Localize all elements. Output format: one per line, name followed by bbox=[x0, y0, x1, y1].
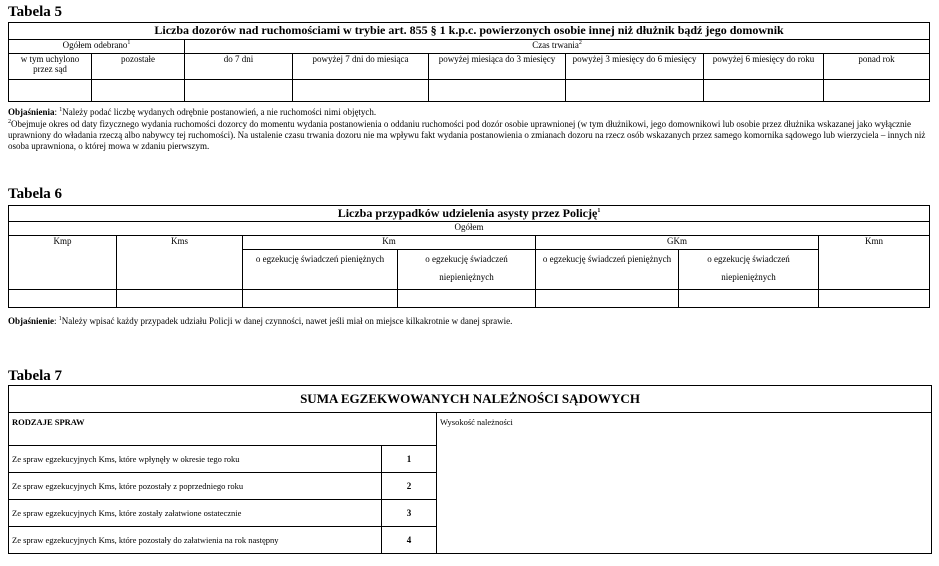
tabela5-input-cell[interactable] bbox=[704, 80, 824, 102]
tabela5-input-cell[interactable] bbox=[185, 80, 293, 102]
tabela6-heading: Tabela 6 bbox=[8, 186, 63, 202]
tabela6-sub-km-pieniezne: o egzekucję świadczeń pieniężnych bbox=[243, 250, 398, 290]
tabela7-col-rodzaje: RODZAJE SPRAW bbox=[9, 413, 437, 446]
tabela6-input-cell[interactable] bbox=[398, 290, 536, 308]
tabela5-col-do-7-dni: do 7 dni bbox=[185, 54, 293, 80]
tabela5-col-do-roku: powyżej 6 miesięcy do roku bbox=[704, 54, 824, 80]
tabela5-note1: Objaśnienia: $^1$Należy podać liczbę wydanych odrębnie postanowień, a nie ruchomości nimi objętych. bbox=[8, 107, 377, 117]
tabela5-input-cell[interactable] bbox=[92, 80, 185, 102]
tabela7-row-num: 1 bbox=[382, 446, 437, 473]
tabela6-col-gkm: GKm bbox=[536, 236, 819, 250]
tabela5-col-uchylono: w tym uchylono przez sąd bbox=[9, 54, 92, 80]
tabela5-input-cell[interactable] bbox=[824, 80, 930, 102]
tabela6-sub-km-niepieniezne: o egzekucję świadczeń niepieniężnych bbox=[398, 250, 536, 290]
tabela5-heading: Tabela 5 bbox=[8, 4, 63, 20]
tabela6-col-kmn: Kmn bbox=[819, 236, 930, 290]
tabela7-row-label: Ze spraw egzekucyjnych Kms, które zostały załatwione ostatecznie bbox=[9, 500, 382, 527]
tabela5-col-do-6-miesiecy: powyżej 3 miesięcy do 6 miesięcy bbox=[566, 54, 704, 80]
tabela5-col-do-3-miesiecy: powyżej miesiąca do 3 miesięcy bbox=[429, 54, 566, 80]
tabela7-table bbox=[8, 385, 932, 554]
tabela6-sub-gkm-pieniezne: o egzekucję świadczeń pieniężnych bbox=[536, 250, 679, 290]
tabela5-group-czas: Czas trwania$^2$ bbox=[185, 40, 930, 54]
tabela6-note: Objaśnienie: $^1$Należy wpisać każdy przypadek udziału Policji w danej czynności, nawet jeśli miał on miejsce kilkakrotnie w danej sprawie. bbox=[8, 316, 513, 326]
tabela7-row-label: Ze spraw egzekucyjnych Kms, które pozostały z poprzedniego roku bbox=[9, 473, 382, 500]
tabela5-input-cell[interactable] bbox=[9, 80, 92, 102]
tabela6-col-km: Km bbox=[243, 236, 536, 250]
tabela7-title: SUMA EGZEKWOWANYCH NALEŻNOŚCI SĄDOWYCH bbox=[9, 386, 932, 413]
tabela5-col-pozostale: pozostałe bbox=[92, 54, 185, 80]
tabela7-col-wysokosc[interactable]: Wysokość należności bbox=[437, 413, 932, 554]
tabela7-row-num: 4 bbox=[382, 527, 437, 554]
tabela6-input-cell[interactable] bbox=[9, 290, 117, 308]
tabela6-input-cell[interactable] bbox=[536, 290, 679, 308]
tabela6-title: Liczba przypadków udzielenia asysty przez Policję$^1$ bbox=[9, 206, 930, 222]
tabela6-input-cell[interactable] bbox=[243, 290, 398, 308]
tabela6-sub-gkm-niepieniezne: o egzekucję świadczeń niepieniężnych bbox=[679, 250, 819, 290]
tabela5-title: Liczba dozorów nad ruchomościami w trybie art. 855 § 1 k.p.c. powierzonych osobie innej niż dłużnik bądź jego domownik bbox=[9, 23, 930, 40]
tabela7-row-num: 2 bbox=[382, 473, 437, 500]
tabela5-note2: $^2$Obejmuje okres od daty fizycznego wydania ruchomości dozorcy do momentu wydania postanowienia o oddaniu ruchomości pod dozór osobie uprawnionej (w tym dłużnikowi, jego domownikowi lub osobie przez dłużnika wskazanej jako wyłącznie uprawniony do władania rzeczą albo nabywcy tej ruchomości). Na ustalenie czasu trwania dozoru nie ma wpływu fakt wydania postanowienia o zmianach dozoru na rzecz osób wskazanych przez samego komornika sądowego lub wierzyciela – innych niż osoba uprawniona, o której mowa w zdaniu pierwszym. bbox=[8, 119, 926, 151]
tabela6-input-cell[interactable] bbox=[819, 290, 930, 308]
tabela6-col-kmp: Kmp bbox=[9, 236, 117, 290]
tabela7-row-num: 3 bbox=[382, 500, 437, 527]
tabela7-row-label: Ze spraw egzekucyjnych Kms, które wpłynęły w okresie tego roku bbox=[9, 446, 382, 473]
tabela5-input-cell[interactable] bbox=[566, 80, 704, 102]
tabela5-input-cell[interactable] bbox=[293, 80, 429, 102]
tabela5-input-cell[interactable] bbox=[429, 80, 566, 102]
tabela5-table bbox=[8, 22, 930, 102]
tabela5-group-ogolem: Ogółem odebrano$^1$ bbox=[9, 40, 185, 54]
tabela7-row-label: Ze spraw egzekucyjnych Kms, które pozostały do załatwienia na rok następny bbox=[9, 527, 382, 554]
tabela6-input-cell[interactable] bbox=[679, 290, 819, 308]
tabela5-col-ponad-rok: ponad rok bbox=[824, 54, 930, 80]
tabela6-table bbox=[8, 205, 930, 308]
tabela5-col-do-miesiaca: powyżej 7 dni do miesiąca bbox=[293, 54, 429, 80]
tabela7-heading: Tabela 7 bbox=[8, 368, 63, 384]
tabela6-ogolem: Ogółem bbox=[9, 222, 930, 236]
tabela6-col-kms: Kms bbox=[117, 236, 243, 290]
tabela6-input-cell[interactable] bbox=[117, 290, 243, 308]
